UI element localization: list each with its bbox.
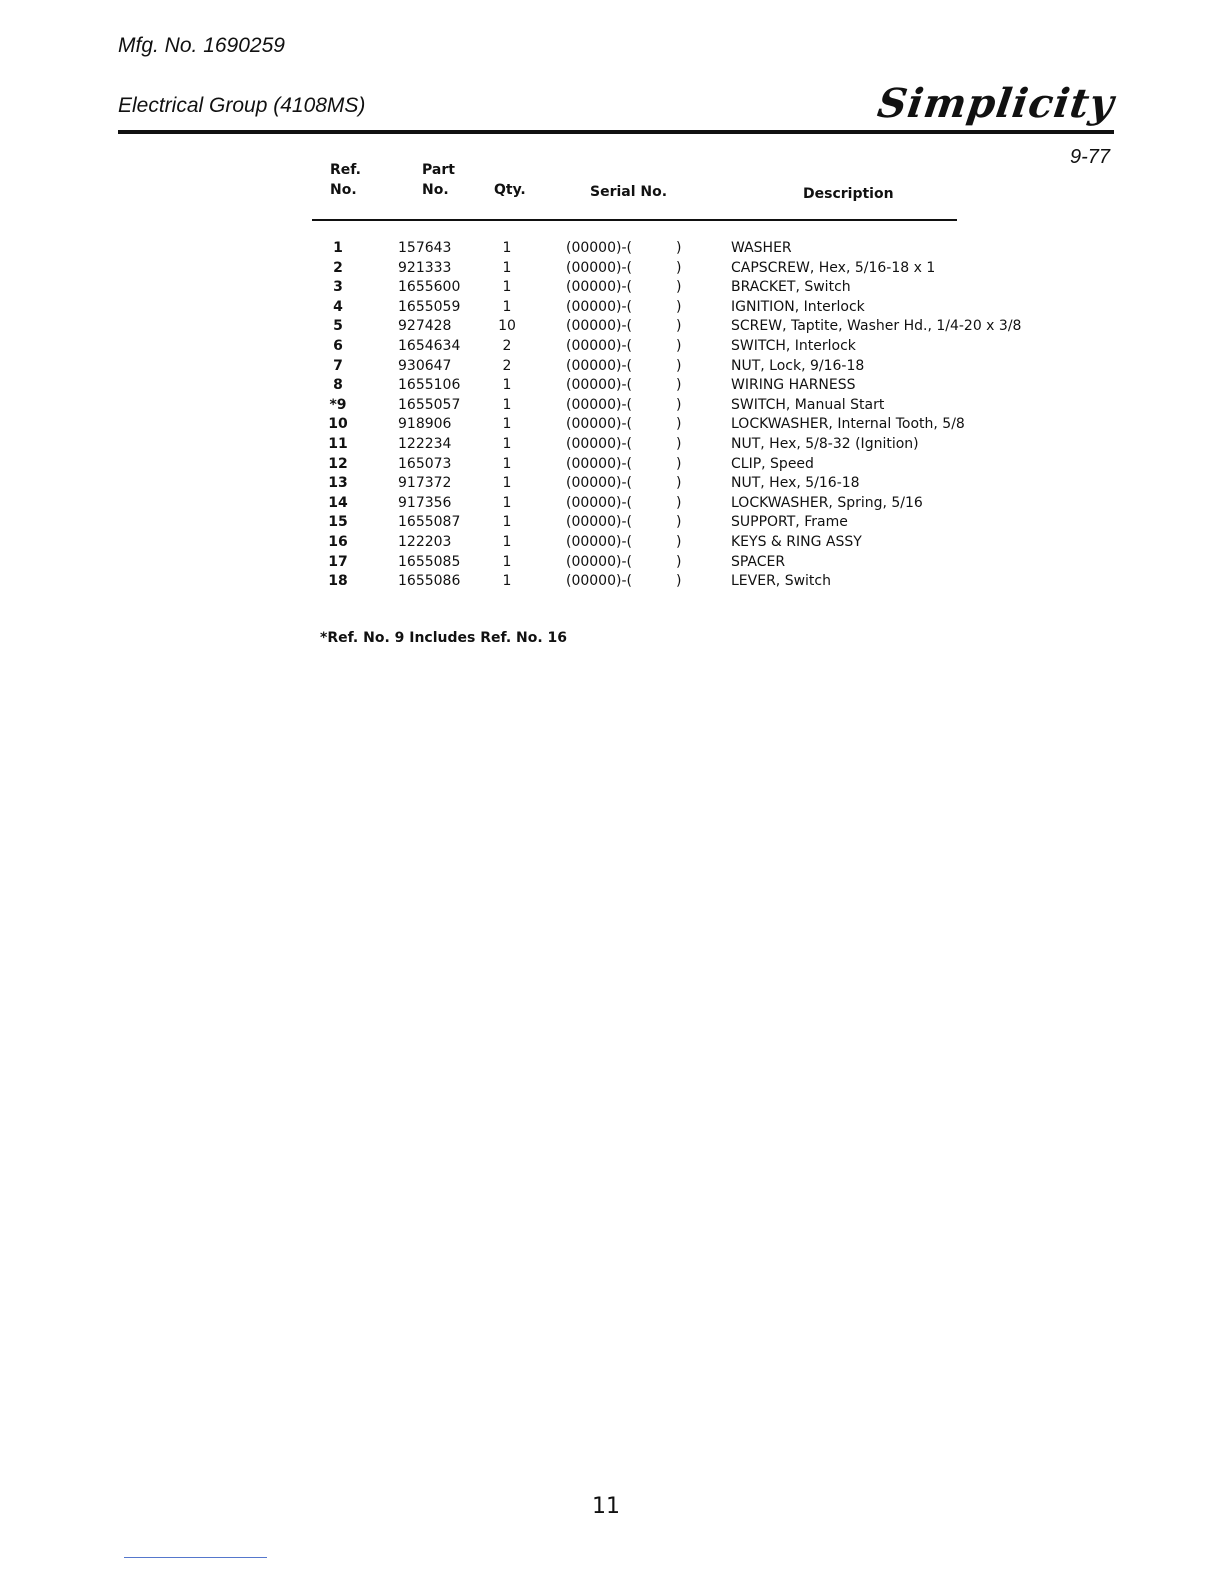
table-row <box>0 358 1224 378</box>
revision-date: 9-77 <box>1069 146 1110 168</box>
cell-qty: 1 <box>502 377 512 394</box>
cell-qty: 1 <box>502 534 512 550</box>
cell-ref-no: 2 <box>333 259 343 276</box>
cell-description: SUPPORT, Frame <box>731 514 848 531</box>
cell-description: SWITCH, Interlock <box>731 338 856 354</box>
cell-ref-no: 5 <box>333 318 343 335</box>
cell-serial-close: ) <box>676 553 682 570</box>
cell-part-no: 122234 <box>398 436 452 452</box>
cell-description: SCREW, Taptite, Washer Hd., 1/4-20 x 3/8 <box>731 318 1022 335</box>
cell-part-no: 157643 <box>398 240 452 256</box>
cell-ref-no: 14 <box>328 494 348 511</box>
table-row <box>0 416 1224 436</box>
cell-serial-close: ) <box>676 416 682 433</box>
cell-serial-no: (00000)-( <box>566 436 632 452</box>
cell-part-no: 1655086 <box>398 573 461 590</box>
cell-ref-no: 3 <box>333 279 343 296</box>
table-row <box>0 554 1224 574</box>
cell-qty: 1 <box>502 553 512 570</box>
cell-description: LEVER, Switch <box>731 573 831 590</box>
cell-qty: 1 <box>502 259 512 276</box>
cell-description: SPACER <box>731 553 786 570</box>
cell-part-no: 1655057 <box>398 396 461 413</box>
cell-part-no: 1655600 <box>398 279 461 296</box>
cell-serial-close: ) <box>676 279 682 296</box>
cell-description: CLIP, Speed <box>731 455 814 472</box>
table-row <box>0 377 1224 397</box>
cell-qty: 1 <box>502 436 512 452</box>
cell-description: WASHER <box>731 240 792 256</box>
cell-serial-no: (00000)-( <box>566 318 632 335</box>
table-row <box>0 534 1224 554</box>
cell-ref-no: 12 <box>328 455 348 472</box>
cell-serial-close: ) <box>676 377 682 394</box>
cell-part-no: 1655059 <box>398 298 461 315</box>
cell-serial-close: ) <box>676 573 682 590</box>
cell-description: LOCKWASHER, Spring, 5/16 <box>731 494 923 511</box>
table-row <box>0 240 1224 260</box>
cell-serial-close: ) <box>676 298 682 315</box>
table-row <box>0 318 1224 338</box>
table-row <box>0 338 1224 358</box>
table-row <box>0 279 1224 299</box>
cell-serial-close: ) <box>676 514 682 531</box>
brand-logo: Simplicity <box>874 80 1118 127</box>
cell-serial-no: (00000)-( <box>566 534 632 550</box>
cell-part-no: 1654634 <box>398 338 461 354</box>
cell-part-no: 165073 <box>398 455 452 472</box>
cell-part-no: 1655085 <box>398 553 461 570</box>
cell-serial-no: (00000)-( <box>566 573 632 590</box>
cell-ref-no: 1 <box>333 240 343 256</box>
table-row <box>0 495 1224 515</box>
cell-description: WIRING HARNESS <box>731 377 856 394</box>
cell-serial-close: ) <box>676 494 682 511</box>
cell-ref-no: 15 <box>328 514 348 531</box>
cell-serial-close: ) <box>676 455 682 472</box>
cell-serial-no: (00000)-( <box>566 338 632 354</box>
cell-description: BRACKET, Switch <box>731 279 851 296</box>
cell-ref-no: 17 <box>328 553 348 570</box>
cell-ref-no: 10 <box>328 416 348 433</box>
cell-description: LOCKWASHER, Internal Tooth, 5/8 <box>731 416 965 433</box>
cell-qty: 1 <box>502 416 512 433</box>
cell-ref-no: 7 <box>333 357 343 374</box>
cell-description: NUT, Lock, 9/16-18 <box>731 357 865 374</box>
cell-serial-close: ) <box>676 396 682 413</box>
cell-qty: 1 <box>502 455 512 472</box>
cell-qty: 1 <box>502 240 512 256</box>
cell-qty: 1 <box>502 494 512 511</box>
table-row <box>0 456 1224 476</box>
header-serial-no: Serial No. <box>590 184 668 200</box>
cell-serial-no: (00000)-( <box>566 475 632 492</box>
cell-serial-no: (00000)-( <box>566 377 632 394</box>
table-row <box>0 397 1224 417</box>
cell-qty: 1 <box>502 475 512 492</box>
cell-part-no: 122203 <box>398 534 452 550</box>
mfg-number: Mfg. No. 1690259 <box>118 34 285 57</box>
cell-part-no: 930647 <box>398 357 452 374</box>
cell-ref-no: 13 <box>328 475 348 492</box>
cell-serial-no: (00000)-( <box>566 514 632 531</box>
cell-description: SWITCH, Manual Start <box>731 396 885 413</box>
table-row <box>0 260 1224 280</box>
cell-part-no: 917372 <box>398 475 452 492</box>
header-description: Description <box>803 186 894 202</box>
header-part-no: Part No. <box>422 162 455 198</box>
cell-serial-no: (00000)-( <box>566 298 632 315</box>
cell-ref-no: 8 <box>333 377 343 394</box>
cell-part-no: 1655106 <box>398 377 461 394</box>
cell-serial-no: (00000)-( <box>566 494 632 511</box>
header-ref-no: Ref. No. <box>330 162 361 198</box>
cell-qty: 1 <box>502 396 512 413</box>
cell-serial-close: ) <box>676 357 682 374</box>
cell-serial-close: ) <box>676 259 682 276</box>
header-qty: Qty. <box>494 182 526 198</box>
cell-ref-no: 18 <box>328 573 348 590</box>
cell-qty: 10 <box>498 318 516 335</box>
cell-ref-no: 11 <box>328 436 348 452</box>
cell-description: CAPSCREW, Hex, 5/16-18 x 1 <box>731 259 936 276</box>
cell-part-no: 927428 <box>398 318 452 335</box>
cell-qty: 2 <box>502 357 512 374</box>
cell-serial-no: (00000)-( <box>566 396 632 413</box>
table-row <box>0 573 1224 593</box>
cell-description: KEYS & RING ASSY <box>731 534 862 550</box>
cell-serial-no: (00000)-( <box>566 279 632 296</box>
cell-part-no: 917356 <box>398 494 452 511</box>
cell-serial-no: (00000)-( <box>566 416 632 433</box>
cell-qty: 1 <box>502 298 512 315</box>
cell-qty: 2 <box>502 338 512 354</box>
page-number: 11 <box>592 1494 620 1519</box>
cell-description: IGNITION, Interlock <box>731 298 865 315</box>
cell-ref-no: *9 <box>329 396 347 413</box>
cell-part-no: 1655087 <box>398 514 461 531</box>
cell-qty: 1 <box>502 573 512 590</box>
bottom-line <box>124 1557 267 1558</box>
header-rule <box>118 130 1114 134</box>
footnote: *Ref. No. 9 Includes Ref. No. 16 <box>320 630 568 646</box>
cell-description: NUT, Hex, 5/8-32 (Ignition) <box>731 436 919 452</box>
cell-ref-no: 6 <box>333 338 343 354</box>
cell-serial-no: (00000)-( <box>566 240 632 256</box>
cell-part-no: 921333 <box>398 259 452 276</box>
cell-ref-no: 16 <box>328 534 348 550</box>
cell-qty: 1 <box>502 279 512 296</box>
cell-part-no: 918906 <box>398 416 452 433</box>
table-row <box>0 475 1224 495</box>
cell-serial-no: (00000)-( <box>566 259 632 276</box>
cell-serial-close: ) <box>676 436 682 452</box>
cell-serial-close: ) <box>676 475 682 492</box>
cell-description: NUT, Hex, 5/16-18 <box>731 475 860 492</box>
table-row <box>0 436 1224 456</box>
cell-qty: 1 <box>502 514 512 531</box>
cell-serial-close: ) <box>676 240 682 256</box>
cell-serial-close: ) <box>676 534 682 550</box>
cell-serial-no: (00000)-( <box>566 455 632 472</box>
cell-serial-close: ) <box>676 318 682 335</box>
table-row <box>0 514 1224 534</box>
group-title: Electrical Group (4108MS) <box>118 94 366 117</box>
cell-serial-no: (00000)-( <box>566 357 632 374</box>
cell-serial-close: ) <box>676 338 682 354</box>
table-header-rule <box>312 219 957 221</box>
cell-ref-no: 4 <box>333 298 343 315</box>
table-row <box>0 299 1224 319</box>
cell-serial-no: (00000)-( <box>566 553 632 570</box>
